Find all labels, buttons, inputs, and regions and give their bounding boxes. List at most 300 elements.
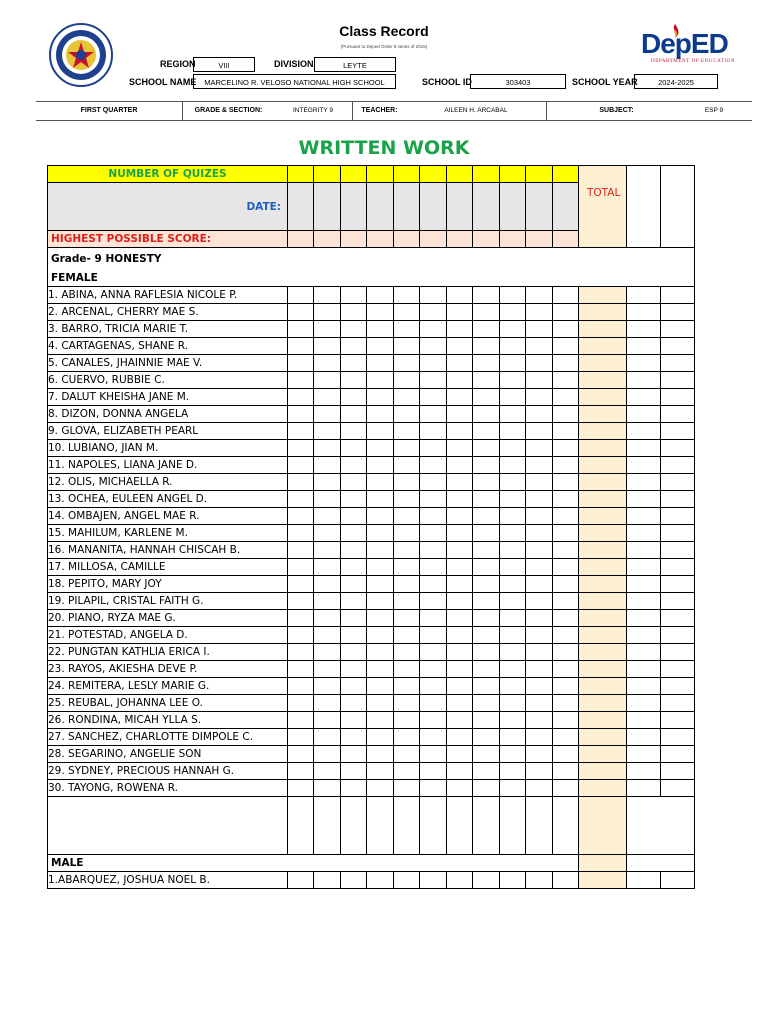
score-cell[interactable] [394, 372, 420, 389]
score-cell[interactable] [367, 593, 394, 610]
extra-cell[interactable] [627, 746, 661, 763]
score-cell[interactable] [447, 576, 473, 593]
score-cell[interactable] [367, 542, 394, 559]
score-cell[interactable] [367, 321, 394, 338]
score-cell[interactable] [553, 872, 579, 889]
score-cell[interactable] [500, 610, 526, 627]
score-cell[interactable] [367, 287, 394, 304]
score-cell[interactable] [367, 491, 394, 508]
score-cell[interactable] [500, 457, 526, 474]
extra-cell[interactable] [661, 627, 695, 644]
score-cell[interactable] [526, 559, 553, 576]
score-cell[interactable] [447, 304, 473, 321]
score-cell[interactable] [473, 304, 500, 321]
total-cell[interactable] [579, 559, 627, 576]
score-cell[interactable] [553, 627, 579, 644]
score-cell[interactable] [420, 872, 447, 889]
extra-cell[interactable] [661, 746, 695, 763]
extra-cell[interactable] [661, 610, 695, 627]
score-cell[interactable] [526, 525, 553, 542]
score-cell[interactable] [314, 474, 341, 491]
score-cell[interactable] [367, 576, 394, 593]
score-cell[interactable] [314, 678, 341, 695]
score-cell[interactable] [500, 389, 526, 406]
total-cell[interactable] [579, 389, 627, 406]
extra-cell[interactable] [661, 695, 695, 712]
score-cell[interactable] [473, 559, 500, 576]
score-cell[interactable] [447, 491, 473, 508]
score-cell[interactable] [553, 712, 579, 729]
score-cell[interactable] [473, 287, 500, 304]
score-cell[interactable] [288, 644, 314, 661]
score-cell[interactable] [447, 780, 473, 797]
score-cell[interactable] [526, 457, 553, 474]
score-cell[interactable] [447, 661, 473, 678]
extra-cell[interactable] [627, 423, 661, 440]
score-cell[interactable] [553, 644, 579, 661]
score-cell[interactable] [473, 542, 500, 559]
score-cell[interactable] [341, 872, 367, 889]
extra-cell[interactable] [627, 457, 661, 474]
total-cell[interactable] [579, 287, 627, 304]
score-cell[interactable] [553, 491, 579, 508]
extra-cell[interactable] [661, 542, 695, 559]
score-cell[interactable] [500, 491, 526, 508]
score-cell[interactable] [314, 355, 341, 372]
score-cell[interactable] [394, 321, 420, 338]
total-cell[interactable] [579, 610, 627, 627]
score-cell[interactable] [526, 576, 553, 593]
date-cell[interactable] [341, 183, 367, 231]
total-cell[interactable] [579, 423, 627, 440]
score-cell[interactable] [500, 559, 526, 576]
hps-cell[interactable] [341, 231, 367, 248]
score-cell[interactable] [500, 729, 526, 746]
score-cell[interactable] [473, 525, 500, 542]
score-cell[interactable] [420, 440, 447, 457]
score-cell[interactable] [367, 746, 394, 763]
score-cell[interactable] [526, 644, 553, 661]
score-cell[interactable] [394, 389, 420, 406]
score-cell[interactable] [394, 338, 420, 355]
score-cell[interactable] [314, 559, 341, 576]
score-cell[interactable] [394, 644, 420, 661]
score-cell[interactable] [367, 338, 394, 355]
score-cell[interactable] [447, 627, 473, 644]
score-cell[interactable] [288, 474, 314, 491]
score-cell[interactable] [420, 729, 447, 746]
score-cell[interactable] [420, 474, 447, 491]
score-cell[interactable] [526, 610, 553, 627]
extra-cell[interactable] [627, 389, 661, 406]
score-cell[interactable] [314, 593, 341, 610]
quiz-number-cell[interactable] [447, 166, 473, 183]
extra-cell[interactable] [627, 872, 661, 889]
date-cell[interactable] [473, 183, 500, 231]
score-cell[interactable] [367, 440, 394, 457]
score-cell[interactable] [500, 542, 526, 559]
score-cell[interactable] [288, 338, 314, 355]
score-cell[interactable] [500, 474, 526, 491]
hps-cell[interactable] [314, 231, 341, 248]
total-cell[interactable] [579, 321, 627, 338]
score-cell[interactable] [553, 729, 579, 746]
score-cell[interactable] [341, 729, 367, 746]
score-cell[interactable] [341, 644, 367, 661]
score-cell[interactable] [288, 746, 314, 763]
score-cell[interactable] [367, 712, 394, 729]
score-cell[interactable] [341, 389, 367, 406]
score-cell[interactable] [341, 304, 367, 321]
date-cell[interactable] [394, 183, 420, 231]
score-cell[interactable] [420, 593, 447, 610]
extra-cell[interactable] [661, 661, 695, 678]
hps-cell[interactable] [553, 231, 579, 248]
score-cell[interactable] [553, 746, 579, 763]
extra-cell[interactable] [627, 593, 661, 610]
score-cell[interactable] [473, 729, 500, 746]
date-cell[interactable] [553, 183, 579, 231]
score-cell[interactable] [473, 627, 500, 644]
score-cell[interactable] [553, 287, 579, 304]
score-cell[interactable] [420, 423, 447, 440]
extra-cell[interactable] [661, 491, 695, 508]
score-cell[interactable] [341, 712, 367, 729]
score-cell[interactable] [500, 440, 526, 457]
score-cell[interactable] [447, 474, 473, 491]
score-cell[interactable] [314, 542, 341, 559]
score-cell[interactable] [341, 406, 367, 423]
score-cell[interactable] [288, 525, 314, 542]
extra-cell[interactable] [661, 423, 695, 440]
extra-cell[interactable] [627, 372, 661, 389]
score-cell[interactable] [394, 423, 420, 440]
score-cell[interactable] [500, 304, 526, 321]
score-cell[interactable] [473, 593, 500, 610]
school-year-field[interactable]: 2024-2025 [634, 74, 718, 89]
total-cell[interactable] [579, 746, 627, 763]
score-cell[interactable] [394, 610, 420, 627]
total-cell[interactable] [579, 474, 627, 491]
total-cell[interactable] [579, 644, 627, 661]
quiz-number-cell[interactable] [314, 166, 341, 183]
score-cell[interactable] [473, 644, 500, 661]
score-cell[interactable] [526, 695, 553, 712]
quiz-number-cell[interactable] [500, 166, 526, 183]
score-cell[interactable] [553, 610, 579, 627]
extra-cell[interactable] [627, 576, 661, 593]
score-cell[interactable] [500, 780, 526, 797]
score-cell[interactable] [473, 661, 500, 678]
score-cell[interactable] [288, 321, 314, 338]
score-cell[interactable] [473, 746, 500, 763]
extra-cell[interactable] [627, 729, 661, 746]
score-cell[interactable] [473, 712, 500, 729]
score-cell[interactable] [288, 542, 314, 559]
score-cell[interactable] [473, 440, 500, 457]
score-cell[interactable] [526, 661, 553, 678]
extra-cell[interactable] [627, 780, 661, 797]
score-cell[interactable] [341, 542, 367, 559]
score-cell[interactable] [447, 542, 473, 559]
score-cell[interactable] [341, 321, 367, 338]
region-field[interactable]: VIII [193, 57, 255, 72]
extra-cell[interactable] [627, 542, 661, 559]
score-cell[interactable] [288, 287, 314, 304]
score-cell[interactable] [526, 780, 553, 797]
extra-cell[interactable] [627, 440, 661, 457]
score-cell[interactable] [526, 423, 553, 440]
score-cell[interactable] [526, 763, 553, 780]
score-cell[interactable] [500, 661, 526, 678]
extra-cell[interactable] [661, 321, 695, 338]
score-cell[interactable] [420, 491, 447, 508]
score-cell[interactable] [288, 457, 314, 474]
score-cell[interactable] [447, 872, 473, 889]
hps-cell[interactable] [420, 231, 447, 248]
score-cell[interactable] [447, 355, 473, 372]
score-cell[interactable] [420, 746, 447, 763]
score-cell[interactable] [553, 304, 579, 321]
total-cell[interactable] [579, 304, 627, 321]
score-cell[interactable] [341, 457, 367, 474]
score-cell[interactable] [314, 406, 341, 423]
total-cell[interactable] [579, 661, 627, 678]
score-cell[interactable] [288, 627, 314, 644]
total-cell[interactable] [579, 338, 627, 355]
hps-cell[interactable] [500, 231, 526, 248]
quiz-number-cell[interactable] [288, 166, 314, 183]
score-cell[interactable] [553, 338, 579, 355]
extra-cell[interactable] [627, 338, 661, 355]
total-cell[interactable] [579, 763, 627, 780]
score-cell[interactable] [394, 355, 420, 372]
score-cell[interactable] [553, 355, 579, 372]
score-cell[interactable] [473, 321, 500, 338]
score-cell[interactable] [500, 763, 526, 780]
extra-cell[interactable] [661, 729, 695, 746]
score-cell[interactable] [473, 355, 500, 372]
extra-cell[interactable] [661, 355, 695, 372]
extra-cell[interactable] [661, 712, 695, 729]
extra-cell[interactable] [661, 780, 695, 797]
score-cell[interactable] [314, 372, 341, 389]
extra-cell[interactable] [627, 508, 661, 525]
score-cell[interactable] [500, 355, 526, 372]
date-cell[interactable] [447, 183, 473, 231]
score-cell[interactable] [420, 321, 447, 338]
total-cell[interactable] [579, 712, 627, 729]
score-cell[interactable] [447, 678, 473, 695]
score-cell[interactable] [526, 474, 553, 491]
score-cell[interactable] [526, 338, 553, 355]
school-name-field[interactable]: MARCELINO R. VELOSO NATIONAL HIGH SCHOOL [193, 74, 396, 89]
score-cell[interactable] [553, 763, 579, 780]
score-cell[interactable] [420, 525, 447, 542]
total-cell[interactable] [579, 576, 627, 593]
score-cell[interactable] [447, 695, 473, 712]
extra-cell[interactable] [661, 474, 695, 491]
score-cell[interactable] [288, 389, 314, 406]
score-cell[interactable] [553, 389, 579, 406]
score-cell[interactable] [420, 406, 447, 423]
score-cell[interactable] [500, 695, 526, 712]
score-cell[interactable] [473, 576, 500, 593]
score-cell[interactable] [500, 423, 526, 440]
score-cell[interactable] [526, 355, 553, 372]
extra-cell[interactable] [627, 321, 661, 338]
score-cell[interactable] [394, 304, 420, 321]
score-cell[interactable] [526, 389, 553, 406]
extra-cell[interactable] [661, 338, 695, 355]
score-cell[interactable] [394, 661, 420, 678]
score-cell[interactable] [420, 712, 447, 729]
score-cell[interactable] [341, 372, 367, 389]
quiz-number-cell[interactable] [553, 166, 579, 183]
score-cell[interactable] [447, 372, 473, 389]
quiz-number-cell[interactable] [420, 166, 447, 183]
extra-cell[interactable] [627, 474, 661, 491]
score-cell[interactable] [394, 695, 420, 712]
score-cell[interactable] [447, 729, 473, 746]
score-cell[interactable] [367, 644, 394, 661]
total-cell[interactable] [579, 440, 627, 457]
score-cell[interactable] [288, 440, 314, 457]
score-cell[interactable] [394, 729, 420, 746]
score-cell[interactable] [341, 508, 367, 525]
score-cell[interactable] [367, 661, 394, 678]
score-cell[interactable] [473, 338, 500, 355]
extra-cell[interactable] [661, 457, 695, 474]
extra-cell[interactable] [661, 678, 695, 695]
date-cell[interactable] [420, 183, 447, 231]
score-cell[interactable] [367, 457, 394, 474]
score-cell[interactable] [314, 508, 341, 525]
score-cell[interactable] [314, 423, 341, 440]
score-cell[interactable] [288, 678, 314, 695]
extra-cell[interactable] [627, 304, 661, 321]
score-cell[interactable] [394, 593, 420, 610]
score-cell[interactable] [314, 440, 341, 457]
score-cell[interactable] [288, 872, 314, 889]
score-cell[interactable] [288, 712, 314, 729]
quiz-number-cell[interactable] [526, 166, 553, 183]
score-cell[interactable] [341, 780, 367, 797]
score-cell[interactable] [314, 338, 341, 355]
score-cell[interactable] [420, 644, 447, 661]
score-cell[interactable] [341, 695, 367, 712]
score-cell[interactable] [394, 746, 420, 763]
total-cell[interactable] [579, 695, 627, 712]
score-cell[interactable] [420, 457, 447, 474]
score-cell[interactable] [473, 474, 500, 491]
score-cell[interactable] [341, 491, 367, 508]
score-cell[interactable] [314, 729, 341, 746]
score-cell[interactable] [341, 338, 367, 355]
score-cell[interactable] [526, 287, 553, 304]
score-cell[interactable] [526, 304, 553, 321]
score-cell[interactable] [367, 304, 394, 321]
total-cell[interactable] [579, 780, 627, 797]
score-cell[interactable] [394, 406, 420, 423]
score-cell[interactable] [367, 729, 394, 746]
score-cell[interactable] [420, 610, 447, 627]
score-cell[interactable] [420, 508, 447, 525]
score-cell[interactable] [314, 321, 341, 338]
score-cell[interactable] [314, 746, 341, 763]
score-cell[interactable] [526, 321, 553, 338]
score-cell[interactable] [553, 423, 579, 440]
score-cell[interactable] [447, 746, 473, 763]
score-cell[interactable] [500, 644, 526, 661]
total-cell[interactable] [579, 542, 627, 559]
score-cell[interactable] [367, 610, 394, 627]
score-cell[interactable] [500, 872, 526, 889]
score-cell[interactable] [447, 457, 473, 474]
score-cell[interactable] [526, 627, 553, 644]
score-cell[interactable] [447, 440, 473, 457]
hps-cell[interactable] [473, 231, 500, 248]
score-cell[interactable] [447, 763, 473, 780]
score-cell[interactable] [367, 372, 394, 389]
score-cell[interactable] [500, 712, 526, 729]
score-cell[interactable] [473, 780, 500, 797]
score-cell[interactable] [314, 627, 341, 644]
score-cell[interactable] [341, 559, 367, 576]
score-cell[interactable] [288, 423, 314, 440]
quiz-number-cell[interactable] [341, 166, 367, 183]
score-cell[interactable] [500, 321, 526, 338]
score-cell[interactable] [394, 440, 420, 457]
score-cell[interactable] [288, 593, 314, 610]
score-cell[interactable] [314, 525, 341, 542]
score-cell[interactable] [394, 678, 420, 695]
score-cell[interactable] [420, 780, 447, 797]
extra-cell[interactable] [661, 593, 695, 610]
score-cell[interactable] [341, 440, 367, 457]
total-cell[interactable] [579, 593, 627, 610]
extra-cell[interactable] [627, 644, 661, 661]
score-cell[interactable] [420, 338, 447, 355]
hps-cell[interactable] [288, 231, 314, 248]
score-cell[interactable] [447, 338, 473, 355]
score-cell[interactable] [526, 542, 553, 559]
score-cell[interactable] [288, 780, 314, 797]
score-cell[interactable] [526, 593, 553, 610]
score-cell[interactable] [367, 678, 394, 695]
extra-cell[interactable] [661, 559, 695, 576]
score-cell[interactable] [500, 593, 526, 610]
extra-cell[interactable] [661, 406, 695, 423]
total-cell[interactable] [579, 627, 627, 644]
extra-cell[interactable] [661, 644, 695, 661]
score-cell[interactable] [473, 872, 500, 889]
score-cell[interactable] [288, 695, 314, 712]
score-cell[interactable] [447, 644, 473, 661]
extra-cell[interactable] [661, 304, 695, 321]
score-cell[interactable] [526, 746, 553, 763]
score-cell[interactable] [341, 287, 367, 304]
score-cell[interactable] [447, 610, 473, 627]
score-cell[interactable] [500, 406, 526, 423]
score-cell[interactable] [500, 338, 526, 355]
score-cell[interactable] [526, 508, 553, 525]
score-cell[interactable] [341, 355, 367, 372]
score-cell[interactable] [314, 457, 341, 474]
score-cell[interactable] [553, 406, 579, 423]
hps-cell[interactable] [367, 231, 394, 248]
date-cell[interactable] [288, 183, 314, 231]
